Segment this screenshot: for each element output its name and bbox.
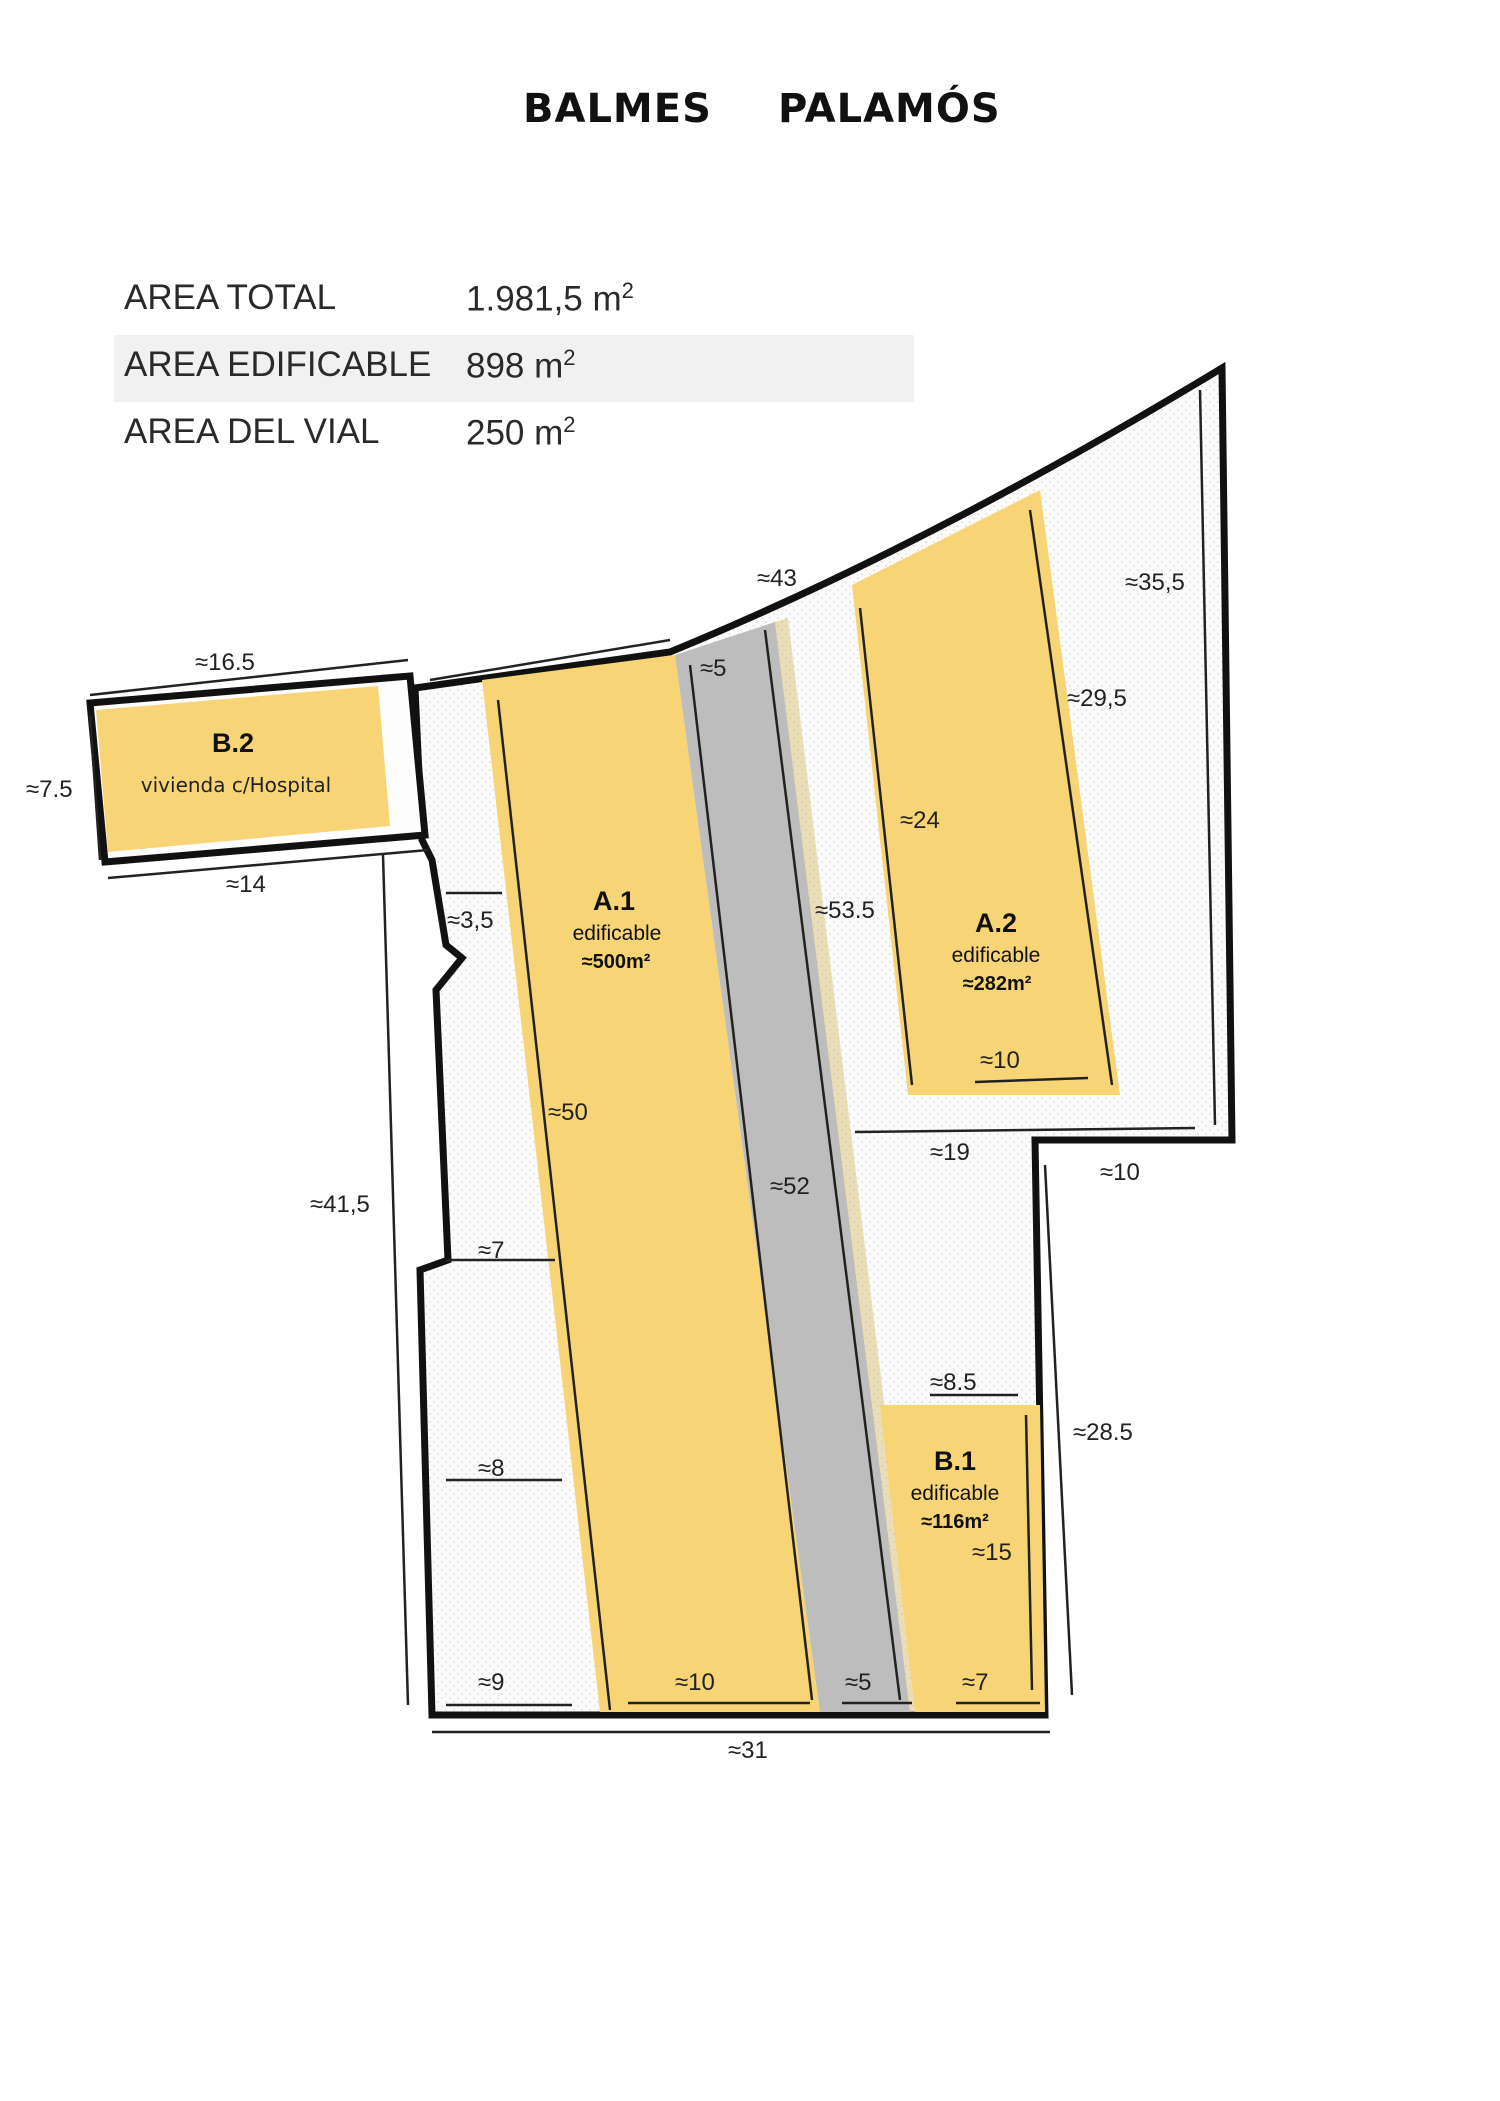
dim-label: ≈41,5: [310, 1191, 370, 1218]
dim-label: ≈14: [226, 871, 266, 898]
dim-label: ≈7: [962, 1669, 989, 1696]
dim-label: ≈50: [548, 1099, 588, 1126]
zone-b2-fill: [96, 686, 390, 852]
dim-label: ≈10: [1100, 1159, 1140, 1186]
dim-label: ≈52: [770, 1173, 810, 1200]
dim-label: ≈43: [757, 565, 797, 592]
area-value: 1.981,5 $m^2$: [466, 278, 634, 319]
zone-b1-code: B.1: [933, 1446, 977, 1476]
dim-label: ≈5: [845, 1669, 872, 1696]
zone-b1-area: ≈116m²: [921, 1511, 989, 1533]
dim-label: ≈24: [900, 807, 940, 834]
zone-a2-code: A.2: [974, 908, 1018, 938]
dim-label: ≈28.5: [1073, 1419, 1133, 1446]
zone-b1-use: edificable: [910, 1482, 1000, 1505]
street-name-balmes: BALMES: [523, 86, 712, 132]
zone-a1-code: A.1: [592, 886, 636, 916]
street-name-palamos: PALAMÓS: [778, 86, 1001, 132]
dim-label: ≈8.5: [930, 1369, 977, 1396]
dim-label: ≈16.5: [195, 649, 255, 676]
dim-label: ≈19: [930, 1139, 970, 1166]
dim-label: ≈3,5: [447, 907, 494, 934]
zone-b2-use: vivienda c/Hospital: [140, 773, 332, 797]
dim-label: ≈29,5: [1067, 685, 1127, 712]
dim-label: ≈7.5: [26, 776, 73, 803]
area-label: AREA DEL VIAL: [124, 412, 380, 451]
dim-label: ≈8: [478, 1455, 505, 1482]
dim-label: ≈35,5: [1125, 569, 1185, 596]
dim-label: ≈5: [700, 655, 727, 682]
dim-label: ≈53.5: [815, 897, 875, 924]
zone-a1-use: edificable: [572, 922, 662, 945]
zone-a1-area: ≈500m²: [581, 951, 651, 973]
dim-label: ≈7: [478, 1237, 505, 1264]
dim-label: ≈31: [728, 1737, 768, 1764]
dim-label: ≈15: [972, 1539, 1012, 1566]
zone-b2-code: B.2: [211, 728, 255, 758]
dim-label: ≈10: [675, 1669, 715, 1696]
area-value: 250 $m^2$: [466, 412, 576, 453]
zone-a2-use: edificable: [951, 944, 1041, 967]
area-label: AREA TOTAL: [124, 278, 337, 317]
dim-label: ≈9: [478, 1669, 505, 1696]
area-label: AREA EDIFICABLE: [124, 345, 432, 384]
dim-label: ≈10: [980, 1047, 1020, 1074]
area-value: 898 $m^2$: [466, 345, 576, 386]
zone-a2-area: ≈282m²: [962, 973, 1032, 995]
